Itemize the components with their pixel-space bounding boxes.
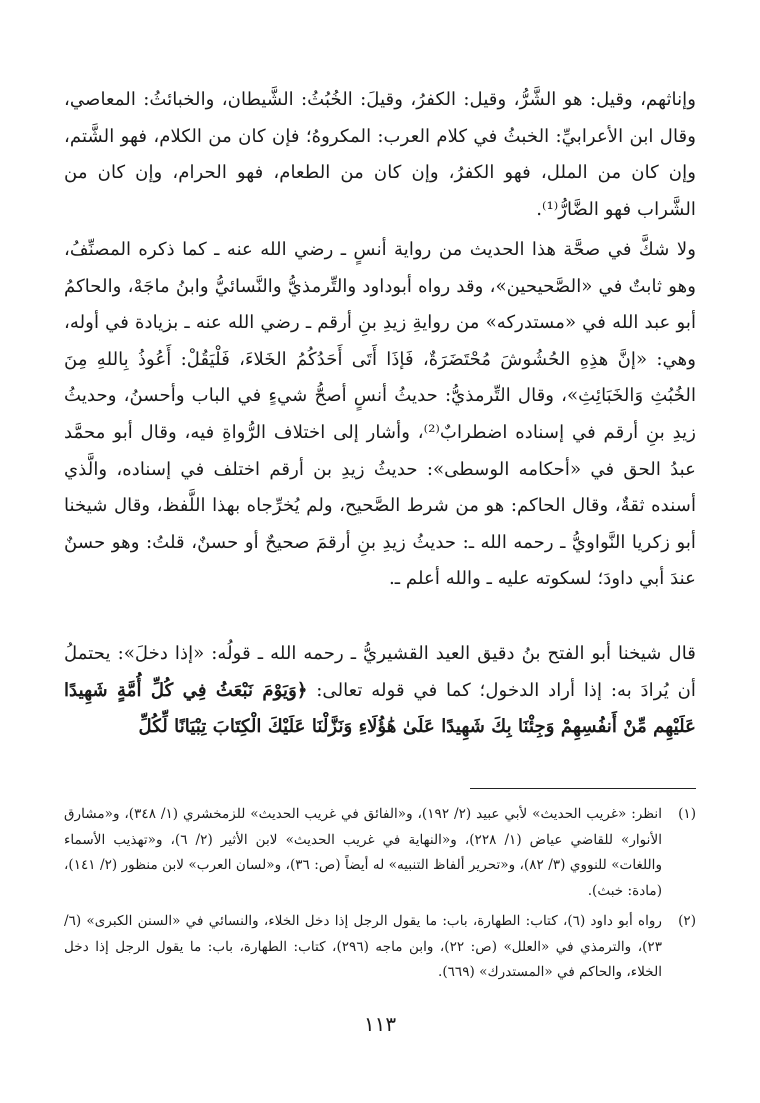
footnote-2 bbox=[64, 909, 696, 986]
footnote-number: (٢) bbox=[678, 913, 696, 929]
quran-verse: ﴿وَيَوْمَ نَبْعَثُ فِي كُلِّ أُمَّةٍ شَهِيدًا عَلَيْهِم مِّنْ أَنفُسِهِمْ وَجِئْنَا بِكَ شَهِيدًا عَلَىٰ هَٰؤُلَاءِ وَنَزَّلْنَا عَلَيْكَ الْكِتَابَ تِبْيَانًا لِّكُلِّ bbox=[64, 679, 696, 738]
footnote-text: انظر: «غريب الحديث» لأبي عبيد (٢/ ١٩٢)، و«الفائق في غريب الحديث» للزمخشري (١/ ٣٤٨)، و«مشارق الأنوار» للقاضي عياض (١/ ٢٢٨)، و«النهاية في غريب الحديث» لابن الأثير (٢/ ٦)، و«تهذيب الأسماء واللغات» للنووي (٣/ ٨٢)، و«تحرير ألفاظ التنبيه» له أيضاً (ص: ٣٦)، و«لسان العرب» لابن منظور (٢/ ١٤١)، (مادة: خبث). bbox=[64, 806, 663, 899]
paragraph-2: ولا شكَّ في صحَّة هذا الحديث من رواية أنسٍ ـ رضي الله عنه ـ كما ذكره المصنِّفُ، وهو ثابتٌ في «الصَّحيحين»، وقد رواه أبوداود والتِّرمذيُّ والنَّسائيُّ وابنُ ماجَهْ، والحاكمُ أبو عبد الله في «مستدركه» من روايةِ زيدِ بنِ أرقم ـ رضي الله عنه ـ بزيادة في أوله، وهي: «إنَّ هذِهِ الحُشُوشَ مُحْتَضَرَةٌ، فَإذَا أَتَى أَحَدُكُمُ الخَلاءَ، فَلْيَقُلْ: أَعُوذُ بِاللهِ مِنَ الخُبُثِ وَالخَبَائِثِ»، وقال التِّرمذيُّ: حديثُ أنسٍ أصحُّ شيءٍ في الباب وأحسنُ، وحديثُ زيدِ بنِ أرقم في إسناده اضطرابٌ⁽²⁾، وأشار إلى اختلاف الرُّواةِ فيه، وقال أبو محمَّد عبدُ الحق في «أحكامه الوسطى»: حديثُ زيدِ بن أرقم اختلف في إسناده، والَّذي أسنده ثقةٌ، وقال الحاكم: هو من شرط الصَّحيح، ولم يُخرِّجاه بهذا اللَّفظ، وقال شيخنا أبو زكريا النَّواويُّ ـ رحمه الله ـ: حديثُ زيدِ بنِ أرقمَ صحيحٌ أو حسنٌ، قلتُ: وهو حسنٌ عندَ أبي داودَ؛ لسكوته عليه ـ والله أعلم ـ. bbox=[64, 239, 696, 590]
footnotes bbox=[64, 802, 696, 991]
footnote-1 bbox=[64, 802, 696, 904]
page-number: ١١٣ bbox=[363, 1012, 397, 1036]
paragraph-1: وإناثهم، وقيل: هو الشَّرُّ، وقيل: الكفرُ، وقيلَ: الخُبُثُ: الشَّيطان، والخبائثُ: المعاصي، وقال ابن الأعرابيِّ: الخبثُ في كلام العرب: المكروهُ؛ فإن كان من الكلام، فهو الشَّتم، وإن كان من الملل، فهو الكفرُ، وإن كان من الطعام، فهو الحرام، وإن كان من الشَّراب فهو الضَّارُّ⁽¹⁾. bbox=[64, 89, 696, 220]
footnote-divider bbox=[470, 788, 696, 789]
main-text bbox=[64, 82, 696, 980]
paragraph-3 bbox=[64, 636, 696, 754]
paragraph-3-intro: قال شيخنا أبو الفتح بنُ دقيق العيد القشيريُّ ـ رحمه الله ـ قولُه: «إذا دخلَ»: يحتملُ أن يُرادَ به: إذا أراد الدخول؛ كما في قوله تعالى: bbox=[64, 643, 696, 701]
footnote-text: رواه أبو داود (٦)، كتاب: الطهارة، باب: ما يقول الرجل إذا دخل الخلاء، والنسائي في «السنن الكبرى» (٦/ ٢٣)، والترمذي في «العلل» (ص: ٢٢)، وابن ماجه (٢٩٦)، كتاب: الطهارة، باب: ما يقول الرجل إذا دخل الخلاء، والحاكم في «المستدرك» (٦٦٩). bbox=[64, 913, 662, 980]
footnote-number: (١) bbox=[678, 806, 696, 822]
